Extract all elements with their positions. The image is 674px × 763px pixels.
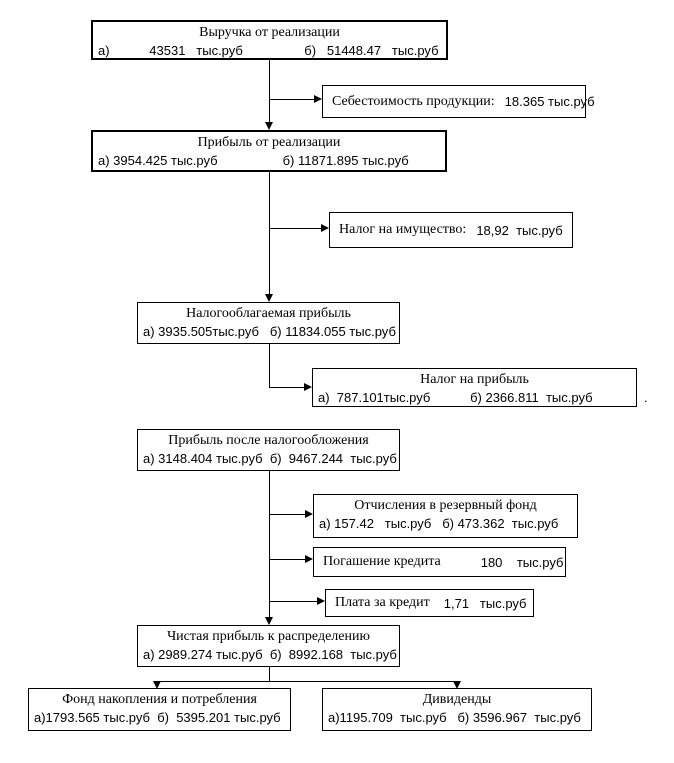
connector-branch-profit-tax [269, 387, 305, 388]
stray-period: . [644, 390, 648, 405]
connector-profit-to-taxable [269, 172, 270, 295]
box-profit-after-tax [137, 429, 400, 471]
box-cost [322, 85, 595, 118]
box-net-profit-title: Чистая прибыль к распределению [167, 629, 370, 644]
connector-branch-interest [270, 601, 318, 602]
box-profit-sales-title: Прибыль от реализации [197, 135, 341, 150]
connector-branch-repayment [270, 559, 307, 560]
arrowhead-into-taxable [265, 294, 273, 302]
arrowhead-into-property-tax [321, 224, 329, 232]
box-dividends-title: Дивиденды [422, 692, 492, 707]
box-profit-after-tax-title: Прибыль после налогообложения [168, 433, 369, 448]
box-reserve-fund [313, 494, 578, 538]
box-loan-repayment [313, 547, 566, 577]
box-dividends [322, 688, 592, 731]
box-profit-sales [91, 130, 447, 172]
connector-split-horizontal [157, 681, 457, 682]
box-dividends-values: а)1195.709 тыс.руб б) 3596.967 тыс.руб [328, 710, 581, 725]
box-profit-tax-values: а) 787.101тыс.руб б) 2366.811 тыс.руб [318, 390, 593, 405]
box-accumulation-fund [28, 688, 291, 731]
box-loan-interest [325, 589, 534, 617]
connector-branch-reserve [270, 514, 307, 515]
box-accumulation-fund-title: Фонд накопления и потребления [62, 692, 257, 707]
box-profit-sales-values: а) 3954.425 тыс.руб б) 11871.895 тыс.руб [98, 153, 409, 168]
box-accumulation-fund-values: а)1793.565 тыс.руб б) 5395.201 тыс.руб [34, 710, 281, 725]
box-property-tax-value: 18,92 тыс.руб [476, 222, 563, 238]
box-cost-label: Себестоимость продукции: [332, 93, 495, 109]
box-taxable-profit-title: Налогооблагаемая прибыль [186, 306, 351, 321]
box-profit-tax [312, 368, 637, 407]
connector-taxable-down [269, 343, 270, 388]
connector-branch-cost [270, 99, 315, 100]
box-profit-after-tax-values: а) 3148.404 тыс.руб б) 9467.244 тыс.руб [143, 451, 397, 466]
arrowhead-into-interest [317, 597, 325, 605]
box-loan-interest-label: Плата за кредит [335, 595, 430, 610]
box-cost-value: 18.365 тыс.руб [504, 94, 595, 109]
box-net-profit-values: а) 2989.274 тыс.руб б) 8992.168 тыс.руб [143, 647, 397, 662]
connector-aftertax-to-net [269, 471, 270, 619]
arrowhead-into-repayment [305, 555, 313, 563]
box-property-tax-label: Налог на имущество: [339, 222, 467, 237]
arrowhead-into-profit-tax [304, 383, 312, 391]
box-revenue [91, 20, 448, 60]
arrowhead-into-profit-sales [265, 122, 273, 130]
connector-net-down-stub [269, 667, 270, 682]
box-revenue-values: а) 43531 тыс.руб б) 51448.47 тыс.руб [98, 43, 439, 58]
box-revenue-title: Выручка от реализации [199, 25, 340, 40]
box-net-profit [137, 625, 400, 667]
box-loan-interest-value: 1,71 тыс.руб [443, 595, 527, 611]
box-profit-tax-title: Налог на прибыль [420, 372, 529, 387]
box-loan-repayment-value: 180 тыс.руб [480, 554, 564, 570]
connector-branch-property-tax [270, 228, 322, 229]
box-reserve-fund-values: а) 157.42 тыс.руб б) 473.362 тыс.руб [319, 516, 559, 531]
box-property-tax [329, 212, 573, 248]
arrowhead-into-net-profit [265, 617, 273, 625]
box-taxable-profit [137, 302, 400, 344]
box-reserve-fund-title: Отчисления в резервный фонд [354, 498, 537, 513]
connector-revenue-to-profit [269, 60, 270, 124]
box-taxable-profit-values: а) 3935.505тыс.руб б) 11834.055 тыс.руб [143, 324, 396, 339]
box-loan-repayment-label: Погашение кредита [323, 554, 441, 569]
arrowhead-into-cost [314, 95, 322, 103]
arrowhead-into-reserve [305, 510, 313, 518]
